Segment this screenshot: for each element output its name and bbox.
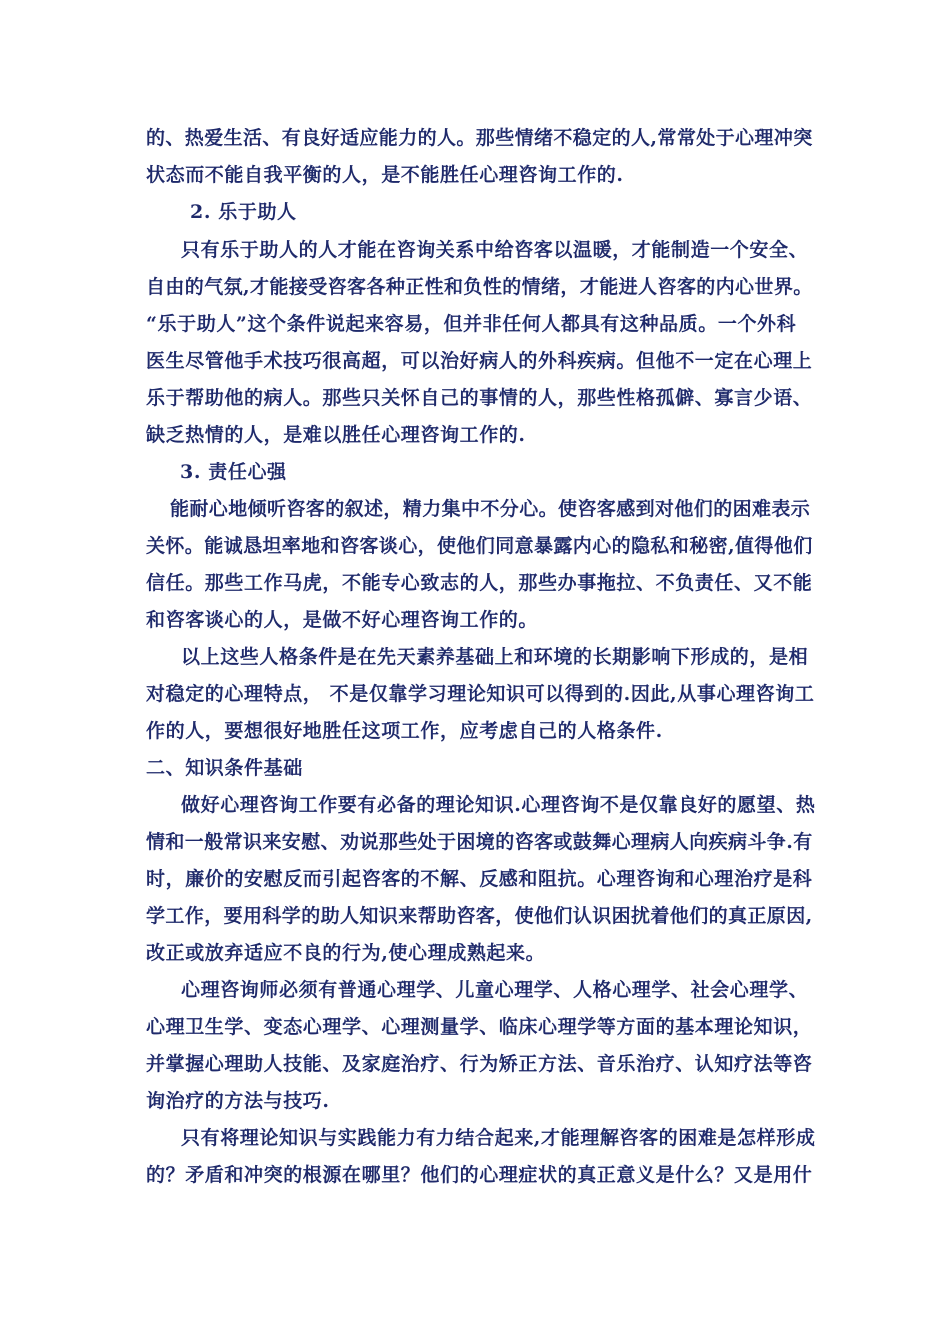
text-line: 时，廉价的安慰反而引起咨客的不解、反感和阻抗。心理咨询和心理治疗是科	[146, 868, 813, 890]
list-heading: 2. 乐于助人	[190, 201, 297, 223]
text-line: “乐于助人”这个条件说起来容易，但并非任何人都具有这种品质。一个外科	[146, 313, 797, 335]
text-line: 心理卫生学、变态心理学、心理测量学、临床心理学等方面的基本理论知识，	[146, 1016, 813, 1038]
text-line: 对稳定的心理特点， 不是仅靠学习理论知识可以得到的.因此,从事心理咨询工	[146, 683, 815, 705]
text-line: 情和一般常识来安慰、劝说那些处于困境的咨客或鼓舞心理病人向疾病斗争.有	[146, 831, 813, 853]
text-line: 询治疗的方法与技巧.	[146, 1090, 330, 1112]
text-line: 只有乐于助人的人才能在咨询关系中给咨客以温暖，才能制造一个安全、	[181, 239, 809, 261]
text-line: 只有将理论知识与实践能力有力结合起来,才能理解咨客的困难是怎样形成	[181, 1127, 816, 1149]
list-heading: 3. 责任心强	[180, 461, 287, 483]
text-line: 作的人，要想很好地胜任这项工作，应考虑自己的人格条件.	[146, 720, 663, 742]
text-line: 以上这些人格条件是在先天素养基础上和环境的长期影响下形成的，是相	[181, 646, 809, 668]
text-line: 医生尽管他手术技巧很高超，可以治好病人的外科疾病。但他不一定在心理上	[146, 350, 813, 372]
text-line: 自由的气氛,才能接受咨客各种正性和负性的情绪，才能进人咨客的内心世界。	[146, 276, 813, 298]
text-line: 和咨客谈心的人，是做不好心理咨询工作的。	[146, 609, 539, 631]
text-line: 信任。那些工作马虎，不能专心致志的人，那些办事拖拉、不负责任、又不能	[146, 572, 813, 594]
text-line: 学工作，要用科学的助人知识来帮助咨客，使他们认识困扰着他们的真正原因,	[146, 905, 813, 927]
text-line: 缺乏热情的人，是难以胜任心理咨询工作的.	[146, 424, 526, 446]
section-heading: 二、知识条件基础	[146, 757, 303, 779]
text-line: 状态而不能自我平衡的人，是不能胜任心理咨询工作的.	[146, 164, 624, 186]
text-line: 并掌握心理助人技能、及家庭治疗、行为矫正方法、音乐治疗、认知疗法等咨	[146, 1053, 813, 1075]
text-line: 乐于帮助他的病人。那些只关怀自己的事情的人，那些性格孤僻、寡言少语、	[146, 387, 813, 409]
text-line: 心理咨询师必须有普通心理学、儿童心理学、人格心理学、社会心理学、	[181, 979, 809, 1001]
text-line: 改正或放弃适应不良的行为,使心理成熟起来。	[146, 942, 546, 964]
text-line: 做好心理咨询工作要有必备的理论知识.心理咨询不是仅靠良好的愿望、热	[181, 794, 816, 816]
text-line: 能耐心地倾听咨客的叙述，精力集中不分心。使咨客感到对他们的困难表示	[170, 498, 811, 520]
text-line: 的、热爱生活、有良好适应能力的人。那些情绪不稳定的人,常常处于心理冲突	[146, 127, 813, 149]
text-line: 关怀。能诚恳坦率地和咨客谈心，使他们同意暴露内心的隐私和秘密,值得他们	[146, 535, 813, 557]
text-line: 的？矛盾和冲突的根源在哪里？他们的心理症状的真正意义是什么？又是用什	[146, 1164, 813, 1186]
